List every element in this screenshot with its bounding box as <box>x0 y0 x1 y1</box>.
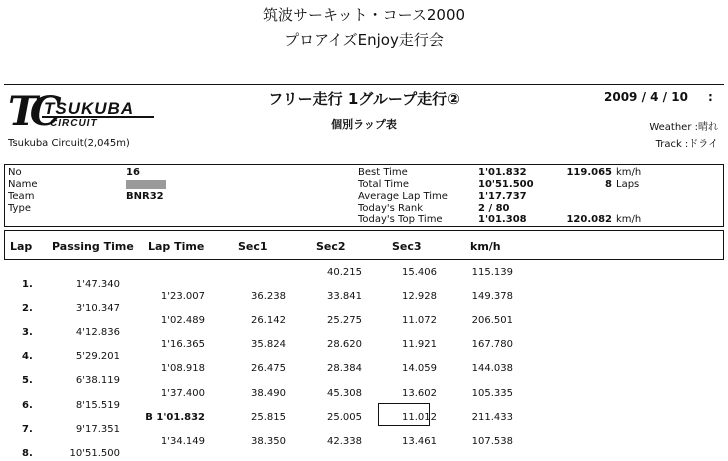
cell-lap-number: 3. <box>22 327 33 339</box>
label-no: No <box>8 167 22 178</box>
cell-sec1: 38.350 <box>251 435 286 447</box>
event-venue-title: 筑波サーキット・コース2000 <box>262 6 466 24</box>
cell-lap-time: 1'34.149 <box>160 435 205 447</box>
label-best-time: Best Time <box>358 167 408 178</box>
weather-info: Weather :晴れ <box>649 122 718 133</box>
cell-lap-number: 8. <box>22 447 33 459</box>
label-todays-top: Today's Top Time <box>358 214 443 225</box>
cell-lap-number: 7. <box>22 423 33 435</box>
cell-lap-time: 1'02.489 <box>160 315 205 327</box>
cell-sec2: 33.841 <box>327 291 362 303</box>
cell-lap-number: 6. <box>22 399 33 411</box>
header-kmh: km/h <box>470 240 501 253</box>
cell-lap-time: 1'08.918 <box>160 363 205 375</box>
todays-rank-value: 2 / 80 <box>478 203 510 214</box>
cell-lap-time: 1'16.365 <box>160 339 205 351</box>
event-name-title: プロアイズEnjoy走行会 <box>284 31 444 49</box>
team-name: BNR32 <box>126 191 164 202</box>
cell-sec1: 26.142 <box>251 315 286 327</box>
cell-sec1: 26.475 <box>251 363 286 375</box>
cell-sec2: 25.275 <box>327 315 362 327</box>
header-top-rule <box>4 84 724 85</box>
cell-sec1: 35.824 <box>251 339 286 351</box>
redacted-driver-name <box>126 180 166 189</box>
cell-lap-number: 1. <box>22 279 33 290</box>
cell-kmh: 167.780 <box>471 339 513 351</box>
cell-sec3: 11.921 <box>402 339 437 351</box>
todays-top-value: 1'01.308 <box>478 214 527 225</box>
best-speed-unit: km/h <box>616 167 642 178</box>
cell-passing-time: 1'47.340 <box>75 279 120 290</box>
cell-kmh: 115.139 <box>471 267 513 278</box>
top-speed-value: 120.082 <box>566 214 612 225</box>
top-speed-unit: km/h <box>616 214 642 225</box>
cell-sec2: 28.384 <box>327 363 362 375</box>
best-sector-highlight-box <box>378 403 430 426</box>
label-team: Team <box>8 191 35 202</box>
header-sec2: Sec2 <box>316 240 346 253</box>
track-info: Track :ドライ <box>655 139 718 150</box>
label-type: Type <box>8 203 31 214</box>
cell-sec1: 38.490 <box>251 387 286 399</box>
label-name: Name <box>8 179 38 190</box>
cell-sec2: 28.620 <box>327 339 362 351</box>
total-time-value: 10'51.500 <box>478 179 534 190</box>
cell-kmh: 144.038 <box>471 363 513 375</box>
cell-passing-time: 4'12.836 <box>75 327 120 339</box>
logo-text-main: TSUKUBA <box>44 99 135 118</box>
session-date: 2009 / 4 / 10 <box>604 90 688 104</box>
label-average-lap: Average Lap Time <box>358 191 448 202</box>
cell-sec3: 13.602 <box>402 387 437 399</box>
header-sec3: Sec3 <box>392 240 422 253</box>
cell-sec3: 13.461 <box>402 435 437 447</box>
cell-sec3: 11.012 <box>402 411 437 423</box>
logo-mark: TC <box>8 88 54 135</box>
cell-passing-time: 3'10.347 <box>75 303 120 315</box>
laps-unit: Laps <box>616 179 640 190</box>
best-time-value: 1'01.832 <box>478 167 527 178</box>
cell-lap-time: 1'23.007 <box>160 291 205 303</box>
header-lap-time: Lap Time <box>148 240 205 253</box>
cell-lap-number: 2. <box>22 303 33 315</box>
cell-kmh: 107.538 <box>471 435 513 447</box>
cell-lap-number: 5. <box>22 375 33 387</box>
sheet-title: 個別ラップ表 <box>331 118 397 131</box>
average-lap-value: 1'17.737 <box>478 191 527 202</box>
driver-number: 16 <box>126 167 140 178</box>
cell-sec2: 45.308 <box>327 387 362 399</box>
header-sec1: Sec1 <box>238 240 268 253</box>
cell-sec3: 15.406 <box>402 267 437 278</box>
cell-passing-time: 9'17.351 <box>75 423 120 435</box>
cell-sec3: 11.072 <box>402 315 437 327</box>
cell-sec3: 12.928 <box>402 291 437 303</box>
cell-lap-time: B 1'01.832 <box>145 411 205 423</box>
cell-lap-time: 1'37.400 <box>160 387 205 399</box>
cell-kmh: 149.378 <box>471 291 513 303</box>
session-title: フリー走行 1グループ走行② <box>268 90 460 108</box>
cell-sec2: 42.338 <box>327 435 362 447</box>
cell-kmh: 206.501 <box>471 315 513 327</box>
laps-count: 8 <box>605 179 612 190</box>
label-total-time: Total Time <box>358 179 410 190</box>
cell-sec3: 14.059 <box>402 363 437 375</box>
cell-passing-time: 6'38.119 <box>75 375 120 387</box>
cell-lap-number: 4. <box>22 351 33 363</box>
cell-sec2: 25.005 <box>327 411 362 423</box>
cell-sec1: 36.238 <box>251 291 286 303</box>
logo-text-sub: CIRCUIT <box>50 118 98 129</box>
cell-passing-time: 5'29.201 <box>75 351 120 363</box>
cell-kmh: 211.433 <box>471 411 513 423</box>
cell-sec1: 25.815 <box>251 411 286 423</box>
circuit-name: Tsukuba Circuit(2,045m) <box>8 138 130 149</box>
cell-passing-time: 8'15.519 <box>75 399 120 411</box>
session-time: : <box>708 90 713 104</box>
header-lap: Lap <box>10 240 33 253</box>
header-passing-time: Passing Time <box>52 240 134 253</box>
cell-kmh: 105.335 <box>471 387 513 399</box>
cell-passing-time: 10'51.500 <box>69 447 120 459</box>
label-todays-rank: Today's Rank <box>358 203 424 214</box>
best-speed-value: 119.065 <box>566 167 612 178</box>
cell-sec2: 40.215 <box>327 267 362 278</box>
